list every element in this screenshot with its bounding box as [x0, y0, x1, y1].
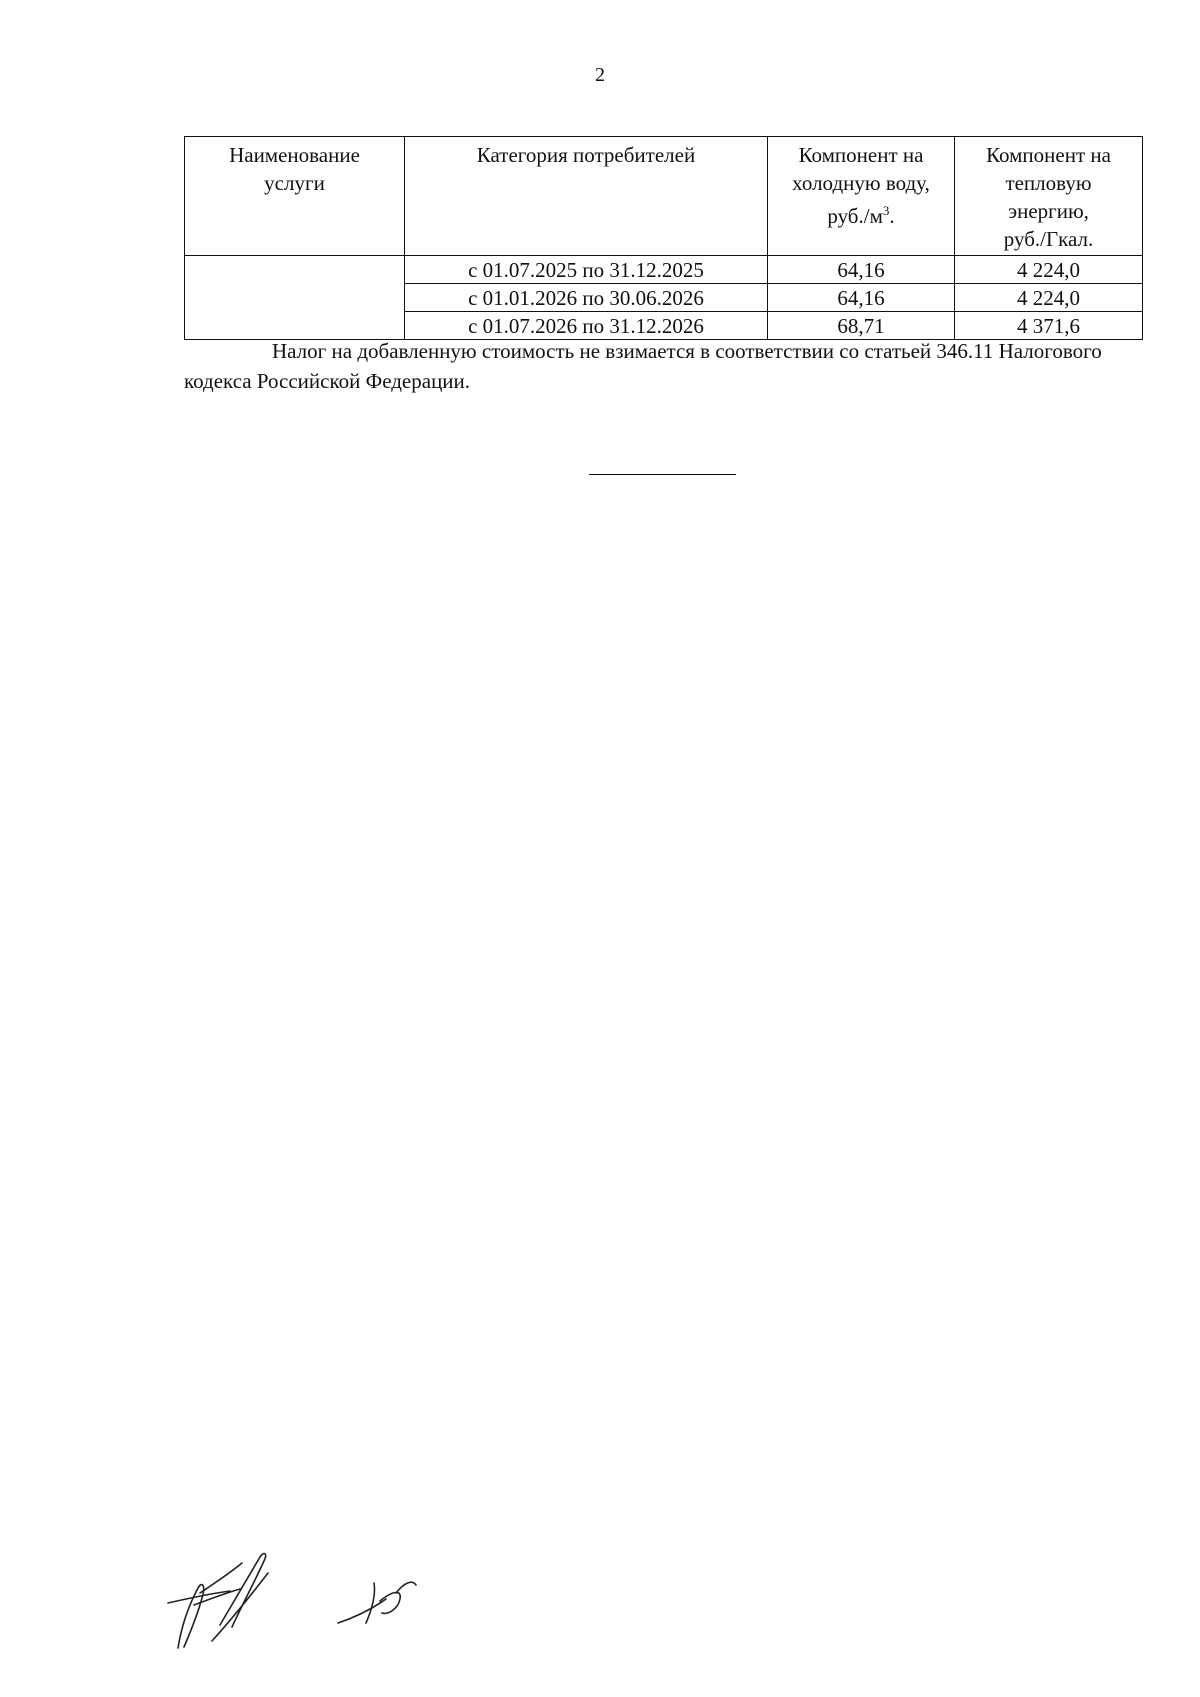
vat-note: Налог на добавленную стоимость не взимается в соответствии со статьей 346.11 Налогового кодекса Российской Федерации.: [184, 339, 1102, 393]
heat-cell: 4 224,0: [955, 284, 1143, 312]
header-heat-component: [955, 137, 1143, 256]
cold-water-cell: 64,16: [768, 256, 955, 284]
header-line: руб./Гкал.: [1003, 227, 1094, 251]
page-number: 2: [595, 64, 605, 86]
category-cell: с 01.07.2025 по 31.12.2025: [405, 256, 768, 284]
table-row: [185, 256, 1143, 284]
header-line: энергию,: [1008, 199, 1089, 223]
table-header-row: [185, 137, 1143, 256]
service-name-cell: [185, 256, 405, 340]
header-line: тепловую: [1005, 171, 1092, 195]
end-of-document-rule: [589, 474, 736, 475]
unit-text: руб./м: [827, 204, 883, 228]
unit-period: .: [889, 204, 895, 228]
cold-water-cell: 68,71: [768, 312, 955, 340]
signature-mark-1: [168, 1554, 268, 1648]
category-cell: с 01.01.2026 по 30.06.2026: [405, 284, 768, 312]
cold-water-cell: 64,16: [768, 284, 955, 312]
header-line: Категория потребителей: [476, 143, 696, 167]
heat-cell: 4 371,6: [955, 312, 1143, 340]
header-line: холодную воду,: [792, 171, 930, 195]
category-cell: с 01.07.2026 по 31.12.2026: [405, 312, 768, 340]
header-unit-line: [768, 197, 954, 230]
header-service-name: [185, 137, 405, 256]
signature-mark-2: [338, 1582, 416, 1623]
header-consumer-category: [405, 137, 768, 256]
heat-cell: 4 224,0: [955, 256, 1143, 284]
header-line: Компонент на: [986, 143, 1111, 167]
header-cold-water-component: [768, 137, 955, 256]
tariff-table: [184, 136, 1143, 340]
handwritten-signatures: [160, 1543, 440, 1653]
header-line: Компонент на: [798, 143, 924, 167]
unit-superscript: 3: [882, 203, 890, 218]
header-line: Наименование: [229, 143, 360, 167]
header-line: услуги: [264, 171, 325, 195]
